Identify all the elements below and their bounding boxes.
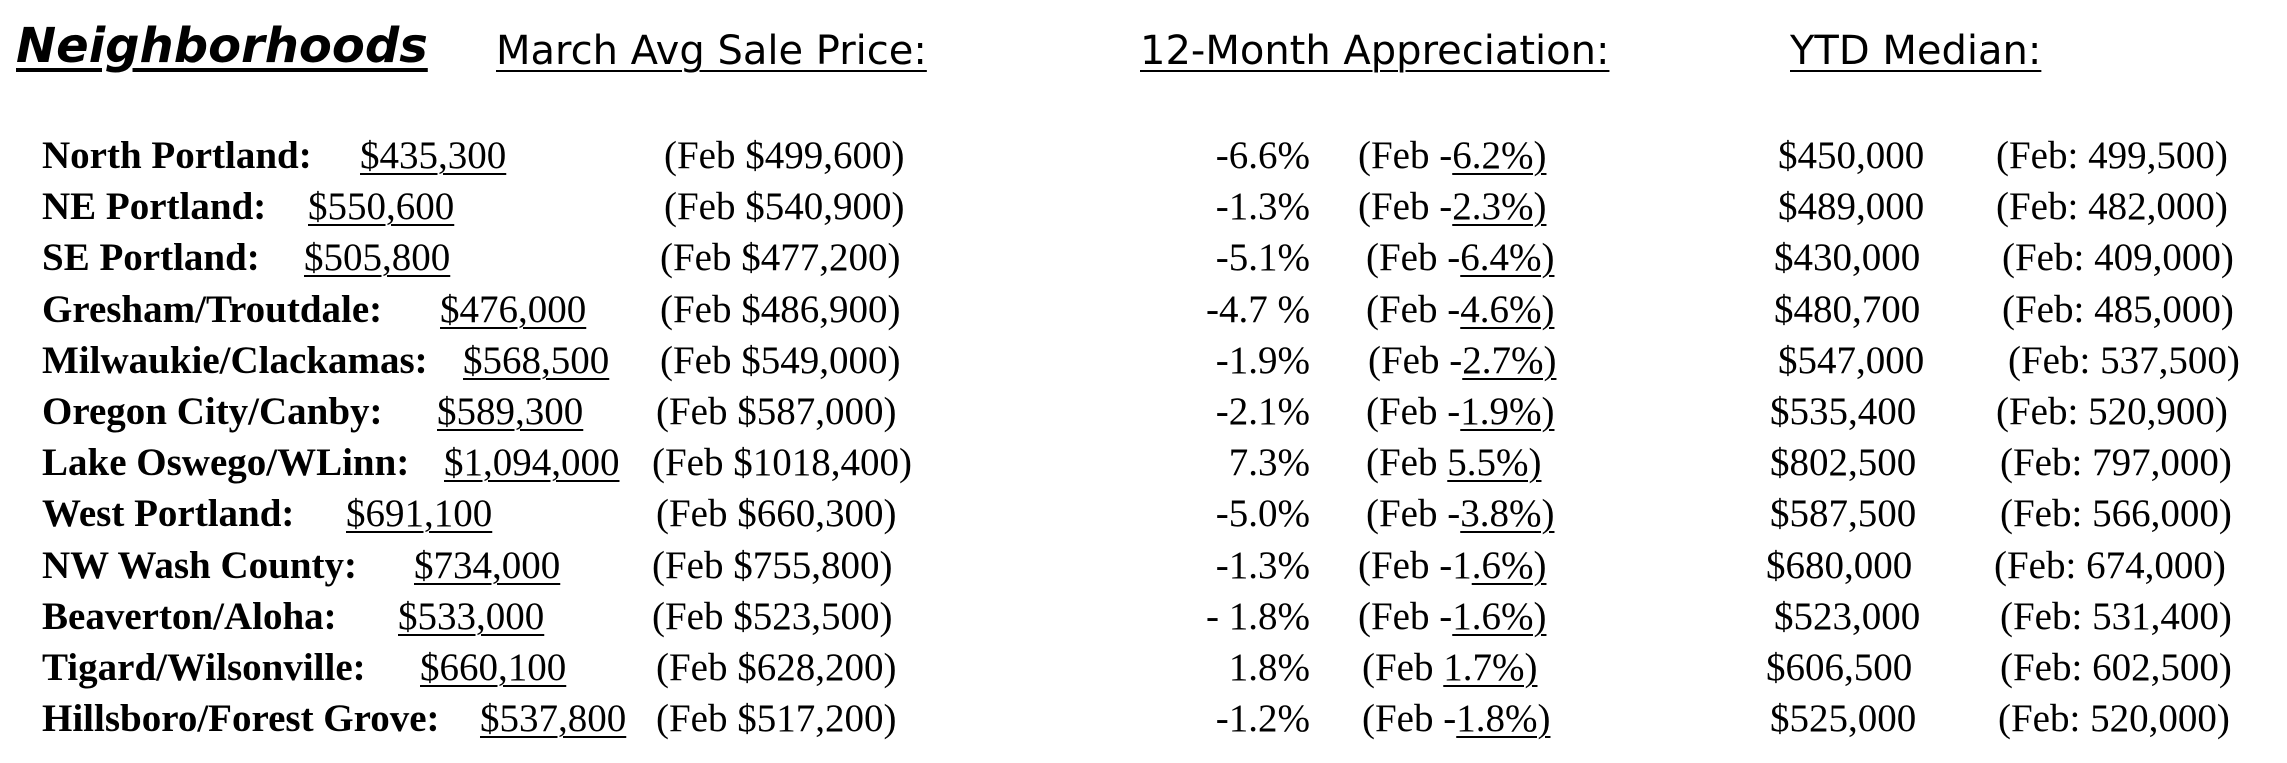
table-row <box>0 232 2287 284</box>
feb-appreciation-value: 6.2%) <box>1452 134 1547 177</box>
feb-appreciation <box>1358 181 1546 233</box>
feb-appreciation <box>1358 540 1546 592</box>
appreciation-value: -5.0% <box>1215 492 1310 535</box>
ytd-median: $489,000 <box>1778 185 1925 228</box>
feb-appreciation-prefix: (Feb - <box>1366 390 1461 433</box>
table-row <box>0 488 2287 540</box>
neighborhood-name: Lake Oswego/WLinn: <box>42 441 410 484</box>
feb-appreciation-prefix: (Feb - <box>1358 134 1453 177</box>
appreciation-value: -1.9% <box>1215 339 1310 382</box>
feb-appreciation-value: .6%) <box>1471 544 1547 587</box>
feb-appreciation <box>1366 488 1554 540</box>
ytd-median: $430,000 <box>1774 236 1921 279</box>
feb-ytd-median: (Feb: 485,000) <box>2002 288 2234 331</box>
table-row <box>0 335 2287 387</box>
march-avg-price: $734,000 <box>414 544 561 587</box>
appreciation-value: 7.3% <box>1228 441 1310 484</box>
table-row <box>0 437 2287 489</box>
table-row <box>0 130 2287 182</box>
feb-appreciation-prefix: (Feb - <box>1368 339 1463 382</box>
feb-avg-price: (Feb $755,800) <box>652 544 893 587</box>
feb-appreciation <box>1358 591 1546 643</box>
neighborhood-name: West Portland: <box>42 492 295 535</box>
feb-avg-price: (Feb $1018,400) <box>652 441 912 484</box>
feb-appreciation-prefix: (Feb - <box>1358 185 1453 228</box>
neighborhood-name: NE Portland: <box>42 185 267 228</box>
ytd-median: $525,000 <box>1770 697 1917 740</box>
feb-appreciation-prefix: (Feb <box>1362 646 1444 689</box>
feb-ytd-median: (Feb: 520,000) <box>1998 697 2230 740</box>
feb-avg-price: (Feb $660,300) <box>656 492 897 535</box>
feb-avg-price: (Feb $486,900) <box>660 288 901 331</box>
feb-avg-price: (Feb $477,200) <box>660 236 901 279</box>
neighborhood-name: North Portland: <box>42 134 312 177</box>
march-avg-price: $568,500 <box>463 339 610 382</box>
feb-appreciation <box>1358 130 1546 182</box>
march-avg-price: $550,600 <box>308 185 455 228</box>
ytd-median: $535,400 <box>1770 390 1917 433</box>
feb-avg-price: (Feb $587,000) <box>656 390 897 433</box>
feb-ytd-median: (Feb: 531,400) <box>2000 595 2232 638</box>
neighborhood-name: Milwaukie/Clackamas: <box>42 339 428 382</box>
table-row <box>0 386 2287 438</box>
neighborhood-name: Beaverton/Aloha: <box>42 595 337 638</box>
feb-appreciation-value: 6.4%) <box>1460 236 1555 279</box>
feb-avg-price: (Feb $540,900) <box>664 185 905 228</box>
feb-ytd-median: (Feb: 797,000) <box>2000 441 2232 484</box>
feb-avg-price: (Feb $549,000) <box>660 339 901 382</box>
feb-appreciation-prefix: (Feb -1 <box>1358 544 1472 587</box>
ytd-median: $450,000 <box>1778 134 1925 177</box>
feb-ytd-median: (Feb: 566,000) <box>2000 492 2232 535</box>
appreciation-value: -5.1% <box>1215 236 1310 279</box>
ytd-median: $523,000 <box>1774 595 1921 638</box>
neighborhood-name: Tigard/Wilsonville: <box>42 646 366 689</box>
appreciation-value: -2.1% <box>1215 390 1310 433</box>
ytd-median: $587,500 <box>1770 492 1917 535</box>
appreciation-value: -1.3% <box>1215 544 1310 587</box>
ytd-median: $680,000 <box>1766 544 1913 587</box>
ytd-median-header: YTD Median: <box>1790 28 2042 74</box>
feb-avg-price: (Feb $628,200) <box>656 646 897 689</box>
table-row <box>0 642 2287 694</box>
feb-ytd-median: (Feb: 674,000) <box>1994 544 2226 587</box>
feb-appreciation-value: 2.7%) <box>1462 339 1557 382</box>
feb-ytd-median: (Feb: 520,900) <box>1996 390 2228 433</box>
neighborhood-name: Oregon City/Canby: <box>42 390 383 433</box>
ytd-median: $480,700 <box>1774 288 1921 331</box>
table-row <box>0 693 2287 745</box>
appreciation-header: 12-Month Appreciation: <box>1140 28 1610 74</box>
neighborhood-name: NW Wash County: <box>42 544 357 587</box>
feb-appreciation-value: 1.8%) <box>1456 697 1551 740</box>
neighborhoods-header: Neighborhoods <box>16 18 428 74</box>
march-avg-price: $537,800 <box>480 697 627 740</box>
feb-ytd-median: (Feb: 602,500) <box>2000 646 2232 689</box>
neighborhood-name: Gresham/Troutdale: <box>42 288 383 331</box>
march-avg-price: $589,300 <box>437 390 584 433</box>
feb-appreciation <box>1366 232 1554 284</box>
march-avg-price: $691,100 <box>346 492 493 535</box>
feb-appreciation <box>1362 693 1550 745</box>
appreciation-value: -4.7 % <box>1206 288 1310 331</box>
table-row <box>0 181 2287 233</box>
feb-appreciation <box>1368 335 1556 387</box>
feb-appreciation-prefix: (Feb - <box>1366 492 1461 535</box>
table-row <box>0 540 2287 592</box>
march-avg-price: $435,300 <box>360 134 507 177</box>
march-avg-price: $476,000 <box>440 288 587 331</box>
feb-appreciation-value: 4.6%) <box>1460 288 1555 331</box>
ytd-median: $802,500 <box>1770 441 1917 484</box>
feb-appreciation <box>1366 386 1554 438</box>
feb-appreciation-prefix: (Feb - <box>1362 697 1457 740</box>
feb-appreciation <box>1366 437 1541 489</box>
march-avg-price: $660,100 <box>420 646 567 689</box>
feb-appreciation-value: 5.5%) <box>1447 441 1542 484</box>
feb-ytd-median: (Feb: 537,500) <box>2008 339 2240 382</box>
ytd-median: $547,000 <box>1778 339 1925 382</box>
march-avg-price: $533,000 <box>398 595 545 638</box>
feb-appreciation-prefix: (Feb - <box>1358 595 1453 638</box>
feb-ytd-median: (Feb: 482,000) <box>1996 185 2228 228</box>
march-avg-price: $1,094,000 <box>444 441 620 484</box>
feb-ytd-median: (Feb: 499,500) <box>1996 134 2228 177</box>
neighborhood-name: SE Portland: <box>42 236 260 279</box>
appreciation-value: 1.8% <box>1228 646 1310 689</box>
feb-avg-price: (Feb $517,200) <box>656 697 897 740</box>
feb-ytd-median: (Feb: 409,000) <box>2002 236 2234 279</box>
table-row <box>0 284 2287 336</box>
ytd-median: $606,500 <box>1766 646 1913 689</box>
feb-avg-price: (Feb $523,500) <box>652 595 893 638</box>
appreciation-value: - 1.8% <box>1206 595 1310 638</box>
feb-appreciation-value: 1.7%) <box>1443 646 1538 689</box>
feb-appreciation-value: 1.6%) <box>1452 595 1547 638</box>
march-avg-price-header: March Avg Sale Price: <box>496 28 927 74</box>
feb-avg-price: (Feb $499,600) <box>664 134 905 177</box>
appreciation-value: -1.3% <box>1215 185 1310 228</box>
feb-appreciation-value: 3.8%) <box>1460 492 1555 535</box>
appreciation-value: -1.2% <box>1215 697 1310 740</box>
feb-appreciation-value: 2.3%) <box>1452 185 1547 228</box>
feb-appreciation-prefix: (Feb <box>1366 441 1448 484</box>
feb-appreciation-value: 1.9%) <box>1460 390 1555 433</box>
feb-appreciation-prefix: (Feb - <box>1366 288 1461 331</box>
march-avg-price: $505,800 <box>304 236 451 279</box>
table-row <box>0 591 2287 643</box>
feb-appreciation <box>1366 284 1554 336</box>
appreciation-value: -6.6% <box>1215 134 1310 177</box>
feb-appreciation <box>1362 642 1537 694</box>
feb-appreciation-prefix: (Feb - <box>1366 236 1461 279</box>
neighborhood-name: Hillsboro/Forest Grove: <box>42 697 440 740</box>
